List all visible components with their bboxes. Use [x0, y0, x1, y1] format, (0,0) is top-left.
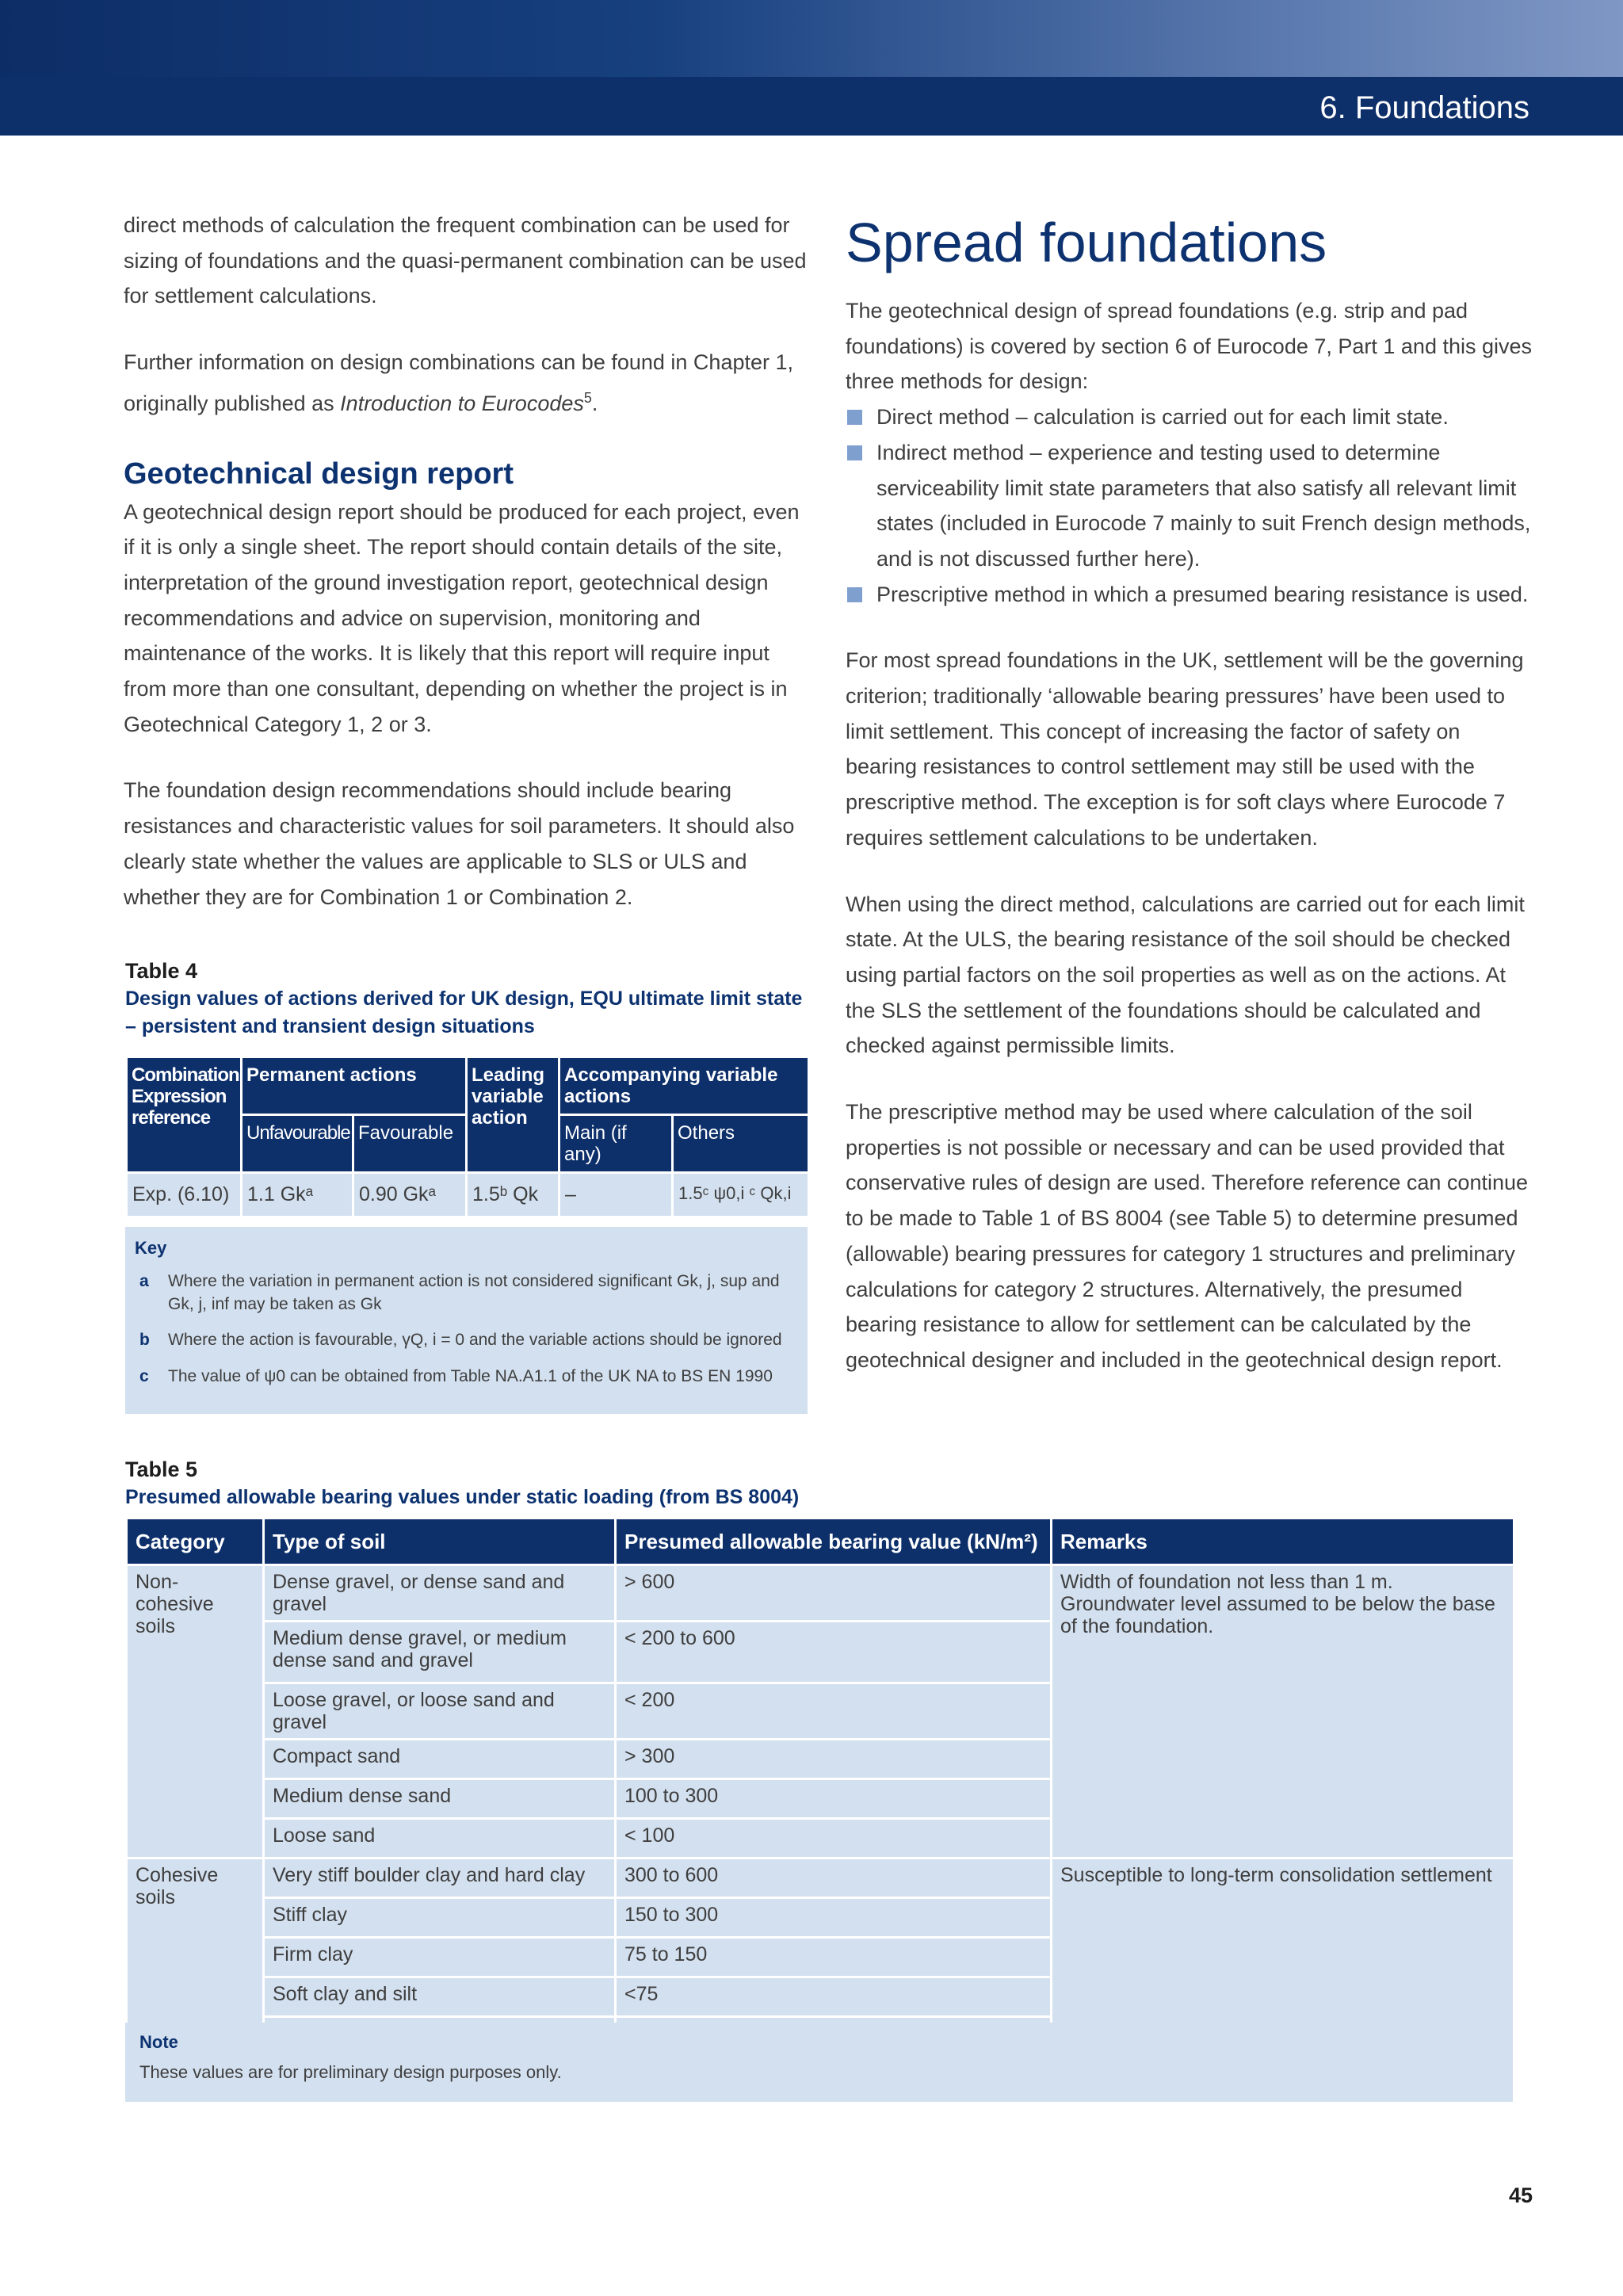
table4-header-main: Main (if any)	[559, 1115, 673, 1173]
table5-value: < 200 to 600	[616, 1622, 1052, 1683]
table4-cell-unfavourable: 1.1 Gkᵃ	[242, 1173, 353, 1217]
table5-value: < 100	[616, 1819, 1052, 1859]
table5-header-category: Category	[127, 1519, 264, 1565]
table5-title: Presumed allowable bearing values under static loading (from BS 8004)	[125, 1486, 800, 1508]
recommendations-paragraph: The foundation design recommendations should include bearing resistances and characteristic values for soil parameters. It should also clearly state whether the values are applicable to SLS or ULS and whether they are for Combination 1 or Combination 2.	[124, 778, 795, 909]
page-number: 45	[1508, 2183, 1533, 2207]
table5-soil: Firm clay	[264, 1938, 616, 1977]
table4-cell-main: –	[559, 1173, 673, 1217]
table4-header-unfavourable: Unfavourable	[242, 1115, 353, 1173]
table5-soil: Dense gravel, or dense sand and gravel	[264, 1565, 616, 1622]
list-item	[846, 435, 1535, 577]
table5	[125, 1517, 1515, 2057]
list-item	[846, 577, 1535, 613]
further-info-text: Further information on design combinations can be found in Chapter 1, originally published as	[124, 350, 794, 415]
further-info-end: .	[591, 391, 598, 415]
table5-value: 75 to 150	[616, 1938, 1052, 1977]
table4-key	[125, 1227, 808, 1414]
table-row	[127, 1173, 809, 1217]
table4-header-others: Others	[673, 1115, 809, 1173]
bullet-square-icon	[847, 410, 862, 425]
table5-label: Table 5	[125, 1457, 198, 1481]
table5-soil: Compact sand	[264, 1740, 616, 1779]
key-text: Where the action is favourable, γQ, i = 0 and the variable actions should be ignored	[168, 1331, 782, 1349]
table5-soil: Loose sand	[264, 1819, 616, 1859]
table5-value: 150 to 300	[616, 1898, 1052, 1938]
table5-soil: Stiff clay	[264, 1898, 616, 1938]
table4-cell-leading: 1.5ᵇ Qk	[467, 1173, 559, 1217]
table4-header-leading: Leading variable action	[467, 1057, 559, 1173]
key-item-b	[139, 1328, 786, 1351]
table5-header-soil: Type of soil	[264, 1519, 616, 1565]
table5-soil: Medium dense sand	[264, 1779, 616, 1819]
note-title: Note	[139, 2032, 178, 2052]
table5-soil: Soft clay and silt	[264, 1977, 616, 2017]
table4-header-favourable: Favourable	[353, 1115, 467, 1173]
key-letter: b	[139, 1331, 150, 1349]
table4-label: Table 4	[125, 959, 198, 983]
key-item-c	[139, 1365, 786, 1388]
header-gradient	[0, 0, 1623, 77]
right-column	[846, 208, 1535, 1378]
report-paragraph: A geotechnical design report should be produced for each project, even if it is only a single sheet. The report should contain details of the site, interpretation of the ground investigation report, geotechnical design recommendations and advice on supervision, monitoring and maintenance of the works. It is likely that this report will require input from more than one consultant, depending on whether the project is in Geotechnical Category 1, 2 or 3.	[124, 499, 800, 736]
table5-soil: Loose gravel, or loose sand and gravel	[264, 1683, 616, 1740]
table4-caption	[125, 957, 815, 1041]
table4-cell-favourable: 0.90 Gkᵃ	[353, 1173, 467, 1217]
table5-remarks: Width of foundation not less than 1 m. Groundwater level assumed to be below the base of the foundation.	[1052, 1565, 1514, 1859]
table5-category: Non-cohesive soils	[127, 1565, 264, 1859]
table5-value: 300 to 600	[616, 1859, 1052, 1898]
list-item	[846, 399, 1535, 435]
table5-category: Cohesive soils	[127, 1859, 264, 2057]
table-row	[127, 1859, 1514, 1898]
further-info-footnote: 5	[583, 389, 592, 406]
table5-value: 100 to 300	[616, 1779, 1052, 1819]
section-heading: Geotechnical design report	[124, 457, 514, 491]
note-text: These values are for preliminary design purposes only.	[139, 2062, 562, 2082]
table5-soil: Very stiff boulder clay and hard clay	[264, 1859, 616, 1898]
key-item-a	[139, 1270, 786, 1316]
further-info-paragraph	[124, 345, 813, 421]
spread-intro-paragraph: The geotechnical design of spread foundations (e.g. strip and pad foundations) is covered by section 6 of Eurocode 7, Part 1 and this gives three methods for design:	[846, 299, 1533, 394]
table5-value: > 300	[616, 1740, 1052, 1779]
direct-method-paragraph: When using the direct method, calculations are carried out for each limit state. At the ULS, the bearing resistance of the soil should be checked using partial factors on the soil properties as well as on the actions. At the SLS the settlement of the foundations should be calculated and checked against permissible limits.	[846, 892, 1525, 1058]
key-text: The value of ψ0 can be obtained from Table NA.A1.1 of the UK NA to BS EN 1990	[168, 1367, 773, 1385]
list-item-text: Prescriptive method in which a presumed bearing resistance is used.	[876, 582, 1529, 606]
table4-header-accompanying: Accompanying variable actions	[559, 1057, 809, 1115]
chapter-title: 6. Foundations	[1319, 90, 1529, 125]
table4-header-permanent: Permanent actions	[242, 1057, 467, 1115]
table5-value: <75	[616, 1977, 1052, 2017]
table-row	[127, 1565, 1514, 1622]
table5-value: < 200	[616, 1683, 1052, 1740]
table4-cell-others: 1.5ᶜ ψ0,i ᶜ Qk,i	[673, 1173, 809, 1217]
key-title: Key	[135, 1238, 167, 1258]
further-info-title: Introduction to Eurocodes	[340, 391, 584, 415]
table5-header-remarks: Remarks	[1052, 1519, 1514, 1565]
table5-header-value: Presumed allowable bearing value (kN/m²)	[616, 1519, 1052, 1565]
intro-paragraph: direct methods of calculation the frequent combination can be used for sizing of foundations and the quasi-permanent combination can be used for settlement calculations.	[124, 213, 807, 308]
left-column	[124, 208, 813, 915]
list-item-text: Indirect method – experience and testing used to determine serviceability limit state parameters that also satisfy all relevant limit states (included in Eurocode 7 mainly to suit French design methods, and is not discussed further here).	[876, 440, 1531, 571]
page-title: Spread foundations	[846, 212, 1327, 273]
methods-list	[846, 399, 1535, 612]
table5-note	[125, 2023, 1513, 2102]
table4-header-combination: Combination Expression reference	[127, 1057, 242, 1173]
bullet-square-icon	[847, 587, 862, 602]
bullet-square-icon	[847, 445, 862, 460]
settlement-paragraph: For most spread foundations in the UK, settlement will be the governing criterion; traditionally ‘allowable bearing pressures’ have been used to limit settlement. This concept of increasing the factor of safety on bearing resistances to control settlement may still be used with the prescriptive method. The exception is for soft clays where Eurocode 7 requires settlement calculations to be undertaken.	[846, 648, 1524, 850]
table5-caption	[125, 1455, 1076, 1511]
table5-soil: Medium dense gravel, or medium dense sand and gravel	[264, 1622, 616, 1683]
table4-title: Design values of actions derived for UK design, EQU ultimate limit state – persistent and transient design situations	[125, 988, 803, 1037]
prescriptive-method-paragraph: The prescriptive method may be used where calculation of the soil properties is not possible or necessary and can be used provided that conservative rules of design are used. Therefore reference can continue to be made to Table 1 of BS 8004 (see Table 5) to determine presumed (allowable) bearing pressures for category 1 structures and preliminary calculations for category 2 structures. Alternatively, the presumed bearing resistance to allow for settlement can be calculated by the geotechnical designer and included in the geotechnical design report.	[846, 1100, 1529, 1372]
key-letter: a	[139, 1272, 149, 1290]
table4-cell-ref: Exp. (6.10)	[127, 1173, 242, 1217]
table5-remarks: Susceptible to long-term consolidation settlement	[1052, 1859, 1514, 2057]
table4	[125, 1056, 810, 1218]
list-item-text: Direct method – calculation is carried out for each limit state.	[876, 405, 1449, 430]
key-text: Where the variation in permanent action is not considered significant Gk, j, sup and Gk, j, inf may be taken as Gk	[168, 1272, 780, 1313]
table5-value: > 600	[616, 1565, 1052, 1622]
key-letter: c	[139, 1367, 149, 1385]
